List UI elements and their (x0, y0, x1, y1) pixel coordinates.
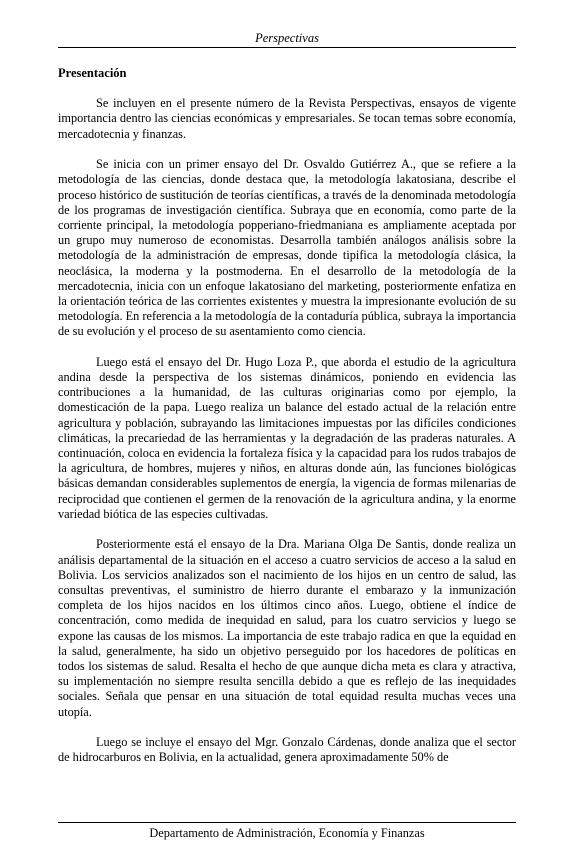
page-body (58, 66, 516, 781)
footer-rule (58, 822, 516, 823)
section-title: Presentación (58, 66, 127, 80)
footer-text: Departamento de Administración, Economía y Finanzas (149, 826, 425, 840)
header-rule (58, 47, 516, 48)
paragraph-de-santis: Posteriormente está el ensayo de la Dra. Mariana Olga De Santis, donde realiza un análisis departamental de la situación en el acceso a cuatro servicios de acceso a la salud en Bolivia. Los servicios analizados son el nacimiento de los hijos en un centro de salud, las consultas preventivas, el suministro de hierro durante el embarazo y la inmunización completa de los hijos nacidos en los últimos cinco años. Luego, obtiene el índice de concentración, como medida de inequidad en salud, para los cuatro servicios y luego se expone las causas de los mismos. La importancia de este trabajo radica en que la equidad en la salud, generalmente, ha sido un objetivo perseguido por los hacedores de políticas en todos los sistemas de salud. Resalta el hecho de que aunque dicha meta es clara y atractiva, su implementación no siempre resulta sencilla debido a que es reflejo de las inequidades sociales. Señala que pensar en una situación de total equidad resulta muchas veces una utopía. (58, 537, 516, 719)
paragraph-loza: Luego está el ensayo del Dr. Hugo Loza P., que aborda el estudio de la agricultura andina desde la perspectiva de los sistemas dinámicos, poniendo en evidencia las contribuciones a la humanidad, de las culturas originarias como por ejemplo, la domesticación de la papa. Luego realiza un balance del estado actual de la relación entre agricultura y población, subrayando las limitaciones impuestas por las difíciles condiciones climáticas, la precariedad de las herramientas y la degradación de las praderas naturales. A continuación, coloca en evidencia la fortaleza física y la capacidad para los rudos trabajos de la agricultura, de hombres, mujeres y niños, en alturas donde aún, las funciones biológicas básicas demandan considerables suplementos de energía, la vigencia de formas milenarias de reciprocidad que contienen el germen de la renovación de la agricultura andina, y la enorme variedad biótica de las especies cultivadas. (58, 354, 517, 521)
paragraph-gutierrez: Se inicia con un primer ensayo del Dr. Osvaldo Gutiérrez A., que se refiere a la metodología de las ciencias, donde destaca que, la metodología lakatosiana, describe el proceso histórico de sustitución de teorías científicas, a través de la denominada metodología de los programas de investigación científica. Subraya que en economía, como parte de la corriente principal, la metodología popperiano-friedmaniana es ampliamente aceptada por un grupo muy numeroso de economistas. Desarrolla también análogos análisis sobre la metodología de la administración de empresas, donde tipifica la metodología clásica, la neoclásica, la moderna y la postmoderna. En el desarrollo de la metodología de la mercadotecnia, inicia con un enfoque lakatosiano del marketing, posteriormente enfatiza en la orientación teórica de las corrientes existentes y muestra la impresionante evolución de su metodología. En referencia a la metodología de la contaduría pública, subraya la importancia de su evolución y el proceso de su asentamiento como ciencia. (58, 157, 516, 339)
paragraph-cardenas: Luego se incluye el ensayo del Mgr. Gonzalo Cárdenas, donde analiza que el sector de hidrocarburos en Bolivia, en la actualidad, genera aproximadamente 50% de (58, 735, 516, 765)
running-header-title: Perspectivas (255, 31, 319, 45)
paragraph-intro: Se incluyen en el presente número de la Revista Perspectivas, ensayos de vigente importancia dentro las ciencias económicas y empresariales. Se tocan temas sobre economía, mercadotecnia y finanzas. (58, 96, 516, 141)
